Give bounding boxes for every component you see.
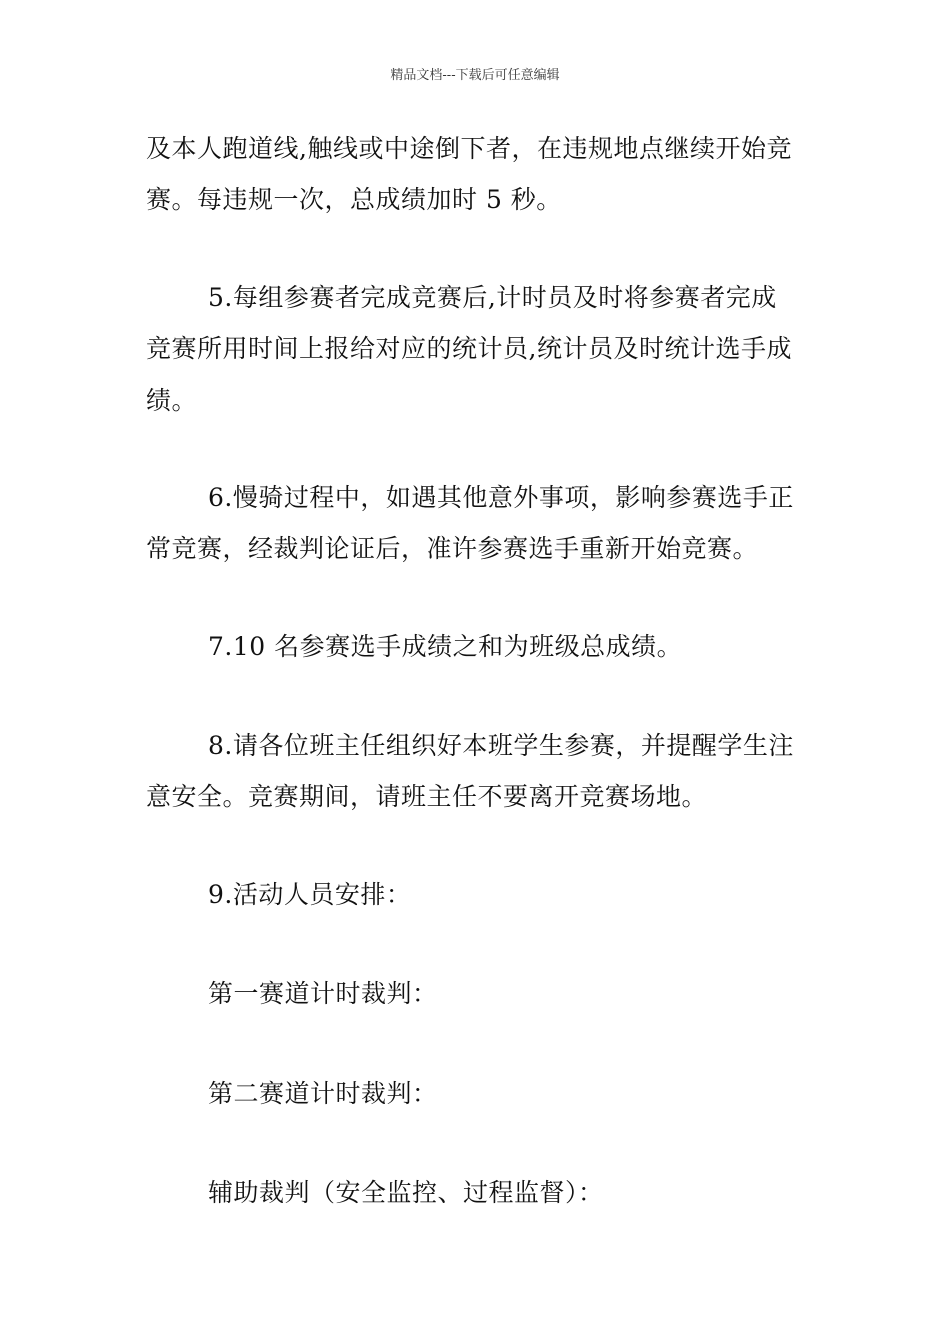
paragraph-line: 及本人跑道线,触线或中途倒下者，在违规地点继续开始竞 bbox=[146, 134, 792, 163]
paragraph-line: 5.每组参赛者完成竞赛后,计时员及时将参赛者完成 bbox=[208, 283, 777, 312]
paragraph-line: 常竞赛，经裁判论证后，准许参赛选手重新开始竞赛。 bbox=[146, 534, 759, 563]
paragraph-line: 意安全。竞赛期间，请班主任不要离开竞赛场地。 bbox=[146, 782, 708, 811]
paragraph-line: 竞赛所用时间上报给对应的统计员,统计员及时统计选手成 bbox=[146, 334, 792, 363]
paragraph-line: 辅助裁判（安全监控、过程监督）： bbox=[208, 1178, 604, 1207]
paragraph-line: 赛。每违规一次，总成绩加时 5 秒。 bbox=[146, 185, 562, 214]
paragraph-line: 7.10 名参赛选手成绩之和为班级总成绩。 bbox=[208, 632, 683, 661]
page-header-watermark: 精品文档---下载后可任意编辑 bbox=[390, 68, 560, 83]
paragraph-line: 第一赛道计时裁判： bbox=[208, 979, 438, 1008]
paragraph-line: 9.活动人员安排： bbox=[208, 880, 412, 909]
paragraph-line: 第二赛道计时裁判： bbox=[208, 1079, 438, 1108]
paragraph-line: 绩。 bbox=[146, 386, 198, 415]
paragraph-line: 6.慢骑过程中，如遇其他意外事项，影响参赛选手正 bbox=[208, 483, 794, 512]
paragraph-line: 8.请各位班主任组织好本班学生参赛，并提醒学生注 bbox=[208, 731, 794, 760]
